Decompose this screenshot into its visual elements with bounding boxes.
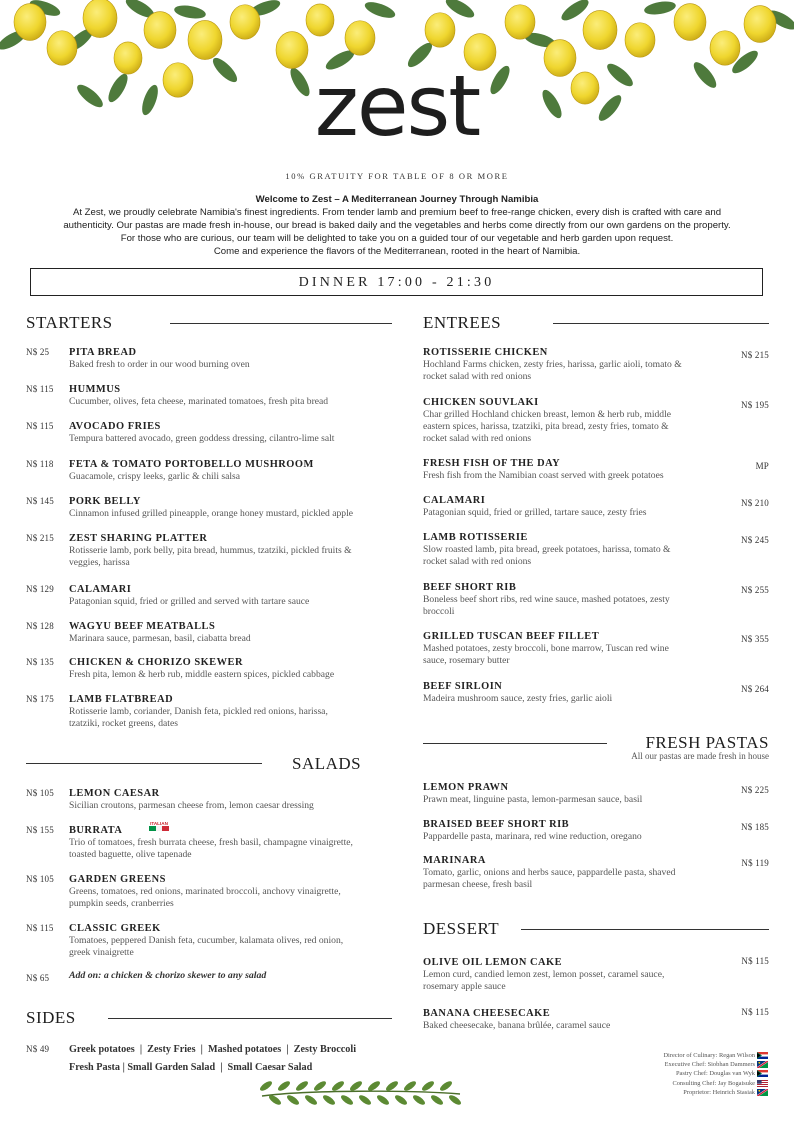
item-description: Madeira mushroom sauce, zesty fries, garlic aioli (423, 692, 613, 704)
divider (26, 763, 262, 764)
item-description: Cinnamon infused grilled pineapple, orange honey mustard, pickled apple (69, 507, 354, 519)
item-price: N$ 175 (26, 694, 54, 704)
leaf-icon (173, 3, 207, 20)
leaf-icon (349, 1080, 364, 1093)
leaf-icon (331, 1080, 346, 1093)
item-price: N$ 105 (26, 788, 54, 798)
item-price: N$ 210 (741, 498, 769, 508)
leaf-icon (448, 1094, 463, 1107)
item-price: N$ 225 (741, 785, 769, 795)
leaf-icon (403, 1080, 418, 1093)
item-price: N$ 145 (26, 496, 54, 506)
leaf-icon (385, 1080, 400, 1093)
item-description: Tempura battered avocado, green goddess dressing, cilantro-lime salt (69, 432, 335, 444)
south-africa-flag-icon (757, 1052, 768, 1059)
intro-line: At Zest, we proudly celebrate Namibia's finest ingredients. From tender lamb and premium beef to free-range chicken, every dish is crafted with care and (72, 207, 722, 218)
item-name: GARDEN GREENS (69, 874, 166, 885)
leaf-icon (295, 1080, 310, 1093)
item-name: WAGYU BEEF MEATBALLS (69, 621, 216, 632)
leaf-icon (421, 1080, 436, 1093)
item-name: ZEST SHARING PLATTER (69, 533, 208, 544)
item-name: CALAMARI (423, 495, 486, 506)
italian-flag-icon (148, 821, 170, 832)
item-price: N$ 119 (741, 858, 769, 868)
item-description: broccoli (423, 605, 455, 617)
leaf-icon (430, 1094, 445, 1107)
lemon-icon (625, 23, 655, 58)
item-name: CLASSIC GREEK (69, 923, 161, 934)
item-price: N$ 215 (741, 350, 769, 360)
intro-line: authenticity. Our pastas are made fresh in-house, our bread is baked daily and the vegetables and herbs come directly from our own gardens on the property. (63, 220, 731, 231)
item-name: BEEF SHORT RIB (423, 582, 517, 593)
item-name: LEMON CAESAR (69, 788, 160, 799)
lemon-icon (345, 21, 375, 56)
leaf-icon (259, 1080, 274, 1093)
lemon-icon (83, 0, 117, 38)
leaf-icon (412, 1094, 427, 1107)
item-price: MP (755, 461, 769, 471)
item-price: N$ 155 (26, 825, 54, 835)
item-price: N$ 115 (26, 384, 54, 394)
item-name: CALAMARI (69, 584, 132, 595)
item-name: AVOCADO FRIES (69, 421, 161, 432)
pastas-note: All our pastas are made fresh in house (631, 751, 769, 761)
lemon-icon (306, 4, 334, 36)
dessert-heading: DESSERT (423, 919, 500, 938)
intro-line: Come and experience the flavors of the Mediterranean, rooted in the heart of Namibia. (213, 246, 581, 257)
leaf-icon (363, 0, 397, 21)
item-description: Pappardelle pasta, marinara, red wine reduction, oregano (423, 830, 642, 842)
item-price: N$ 245 (741, 535, 769, 545)
divider (108, 1018, 392, 1019)
item-name: PITA BREAD (69, 347, 137, 358)
leaf-icon (277, 1080, 292, 1093)
sides-line: Greek potatoes | Zesty Fries | Mashed potatoes | Zesty Broccoli (69, 1044, 357, 1055)
item-description: Mashed potatoes, zesty broccoli, bone marrow, Tuscan red wine (423, 642, 669, 654)
lemon-icon (425, 13, 455, 48)
item-price: N$ 115 (741, 1007, 769, 1017)
item-description: Fresh pita, lemon & herb rub, middle eastern spices, pickled cabbage (69, 668, 335, 680)
divider (423, 743, 607, 744)
item-name: FETA & TOMATO PORTOBELLO MUSHROOM (69, 459, 314, 470)
item-price: N$ 118 (26, 459, 54, 469)
item-description: Baked fresh to order in our wood burning oven (69, 358, 250, 370)
credit-line: Consulting Chef: Jay Bogaisuke (672, 1079, 755, 1087)
item-price: N$ 264 (741, 684, 769, 694)
sides-heading: SIDES (26, 1008, 76, 1027)
item-description: Char grilled Hochland chicken breast, lemon & herb rub, middle (423, 408, 672, 420)
salads-heading: SALADS (292, 754, 362, 773)
item-description: Hochland Farms chicken, zesty fries, harissa, garlic aioli, tomato & (423, 358, 682, 370)
credit-line: Proprietor: Heinrich Stasiak (683, 1088, 755, 1096)
item-price: N$ 105 (26, 874, 54, 884)
item-description: parmesan cheese, fresh basil (423, 878, 533, 890)
item-price: N$ 255 (741, 585, 769, 595)
sides-line: Fresh Pasta | Small Garden Salad | Small Caesar Salad (69, 1062, 313, 1073)
dinner-hours-banner: DINNER 17:00 - 21:30 (30, 268, 763, 296)
item-price: N$ 185 (741, 822, 769, 832)
item-name: LEMON PRAWN (423, 782, 509, 793)
item-description: Slow roasted lamb, pita bread, greek potatoes, harissa, tomato & (423, 543, 671, 555)
item-name: OLIVE OIL LEMON CAKE (423, 957, 563, 968)
addon-note: Add on: a chicken & chorizo skewer to any salad (69, 970, 267, 981)
divider (553, 323, 769, 324)
brand-logo: zest (314, 57, 480, 155)
leaf-icon (394, 1094, 409, 1107)
item-name: FRESH FISH OF THE DAY (423, 458, 561, 469)
item-name: BEEF SIRLOIN (423, 681, 503, 692)
item-price: N$ 128 (26, 621, 54, 631)
leaf-icon (322, 1094, 337, 1107)
sides-price: N$ 49 (26, 1044, 50, 1054)
item-name: PORK BELLY (69, 496, 141, 507)
item-price: N$ 25 (26, 347, 50, 357)
flag-column (757, 1052, 769, 1098)
welcome-title: Welcome to Zest – A Mediterranean Journey Through Namibia (255, 194, 539, 205)
credit-line: Pastry Chef: Douglas van Wyk (675, 1070, 755, 1078)
item-description: Fresh fish from the Namibian coast served with greek potatoes (423, 469, 664, 481)
leaf-icon (358, 1094, 373, 1107)
addon-price: N$ 65 (26, 973, 50, 983)
item-name: LAMB ROTISSERIE (423, 532, 528, 543)
namibia-flag-icon (757, 1089, 768, 1096)
item-description: Trio of tomatoes, fresh burrata cheese, fresh basil, champagne vinaigrette, (69, 836, 353, 848)
intro-line: For those who are curious, our team will be delighted to take you on a guided tour of our vegetable and herb garden upon request. (120, 233, 674, 244)
item-name: GRILLED TUSCAN BEEF FILLET (423, 631, 600, 642)
leaf-garland-icon (258, 1070, 464, 1116)
item-description: rosemary apple sauce (423, 980, 506, 992)
item-name: BURRATA (69, 825, 123, 836)
starters-heading: STARTERS (26, 313, 113, 332)
lemon-icon (583, 10, 617, 49)
lemon-icon (14, 4, 46, 41)
south-africa-flag-icon (757, 1070, 768, 1077)
item-description: sauce, rosemary butter (423, 654, 510, 666)
item-description: Guacamole, crispy leeks, garlic & chili salsa (69, 470, 241, 482)
item-name: MARINARA (423, 855, 486, 866)
item-description: Patagonian squid, fried or grilled, tartare sauce, zesty fries (423, 506, 647, 518)
item-description: Sicilian croutons, parmesan cheese from, lemon caesar dressing (69, 799, 314, 811)
italian-badge-label: ITALIAN (150, 821, 168, 826)
lemon-icon (674, 4, 706, 41)
item-description: eastern spices, harissa, tzatziki, pita bread, zesty fries, tomato & (423, 420, 669, 432)
item-price: N$ 135 (26, 657, 54, 667)
credit-line: Executive Chef: Siobhan Dammers (664, 1061, 755, 1069)
leaf-icon (643, 0, 677, 17)
italian-flag-stripes (149, 826, 169, 831)
item-price: N$ 215 (26, 533, 54, 543)
leaf-icon (376, 1094, 391, 1107)
item-description: Baked cheesecake, banana brûlée, caramel sauce (423, 1019, 611, 1031)
leaf-icon (304, 1094, 319, 1107)
item-name: CHICKEN & CHORIZO SKEWER (69, 657, 243, 668)
item-description: Tomato, garlic, onions and herbs sauce, pappardelle pasta, shaved (423, 866, 676, 878)
item-description: Cucumber, olives, feta cheese, marinated tomatoes, fresh pita bread (69, 395, 329, 407)
item-price: N$ 129 (26, 584, 54, 594)
item-name: BRAISED BEEF SHORT RIB (423, 819, 570, 830)
lemon-icon (505, 5, 535, 40)
item-description: rocket salad with red onions (423, 433, 532, 445)
item-description: rocket salad with red onions (423, 370, 532, 382)
item-price: N$ 115 (26, 923, 54, 933)
item-price: N$ 355 (741, 634, 769, 644)
welcome-intro (30, 193, 764, 258)
item-price: N$ 195 (741, 400, 769, 410)
item-name: BANANA CHEESECAKE (423, 1008, 551, 1019)
leaf-icon (286, 1094, 301, 1107)
staff-credits (600, 1051, 755, 1097)
lemon-icon (744, 6, 776, 43)
item-description: Lemon curd, candied lemon zest, lemon posset, caramel sauce, (423, 968, 665, 980)
item-description: Marinara sauce, parmesan, basil, ciabatta bread (69, 632, 251, 644)
item-description: toasted baguette, olive tapenade (69, 848, 192, 860)
item-name: HUMMUS (69, 384, 121, 395)
item-description: Patagonian squid, fried or grilled and served with tartare sauce (69, 595, 310, 607)
item-description: Prawn meat, linguine pasta, lemon-parmesan sauce, basil (423, 793, 643, 805)
pastas-heading: FRESH PASTAS (645, 733, 769, 752)
gratuity-note: 10% GRATUITY FOR TABLE OF 8 OR MORE (285, 171, 509, 181)
item-name: LAMB FLATBREAD (69, 694, 174, 705)
item-description: Boneless beef short ribs, red wine sauce, mashed potatoes, zesty (423, 593, 670, 605)
item-description: Greens, tomatoes, red onions, marinated broccoli, anchovy vinaigrette, (69, 885, 341, 897)
divider (521, 929, 769, 930)
leaf-icon (340, 1094, 355, 1107)
divider (170, 323, 392, 324)
item-description: pumpkin seeds, cranberries (69, 897, 174, 909)
item-description: tzatziki, rocket greens, dates (69, 717, 178, 729)
leaf-icon (313, 1080, 328, 1093)
entrees-heading: ENTREES (423, 313, 502, 332)
item-price: N$ 115 (26, 421, 54, 431)
credit-line: Director of Culinary: Regan Wilson (663, 1052, 755, 1059)
item-name: CHICKEN SOUVLAKI (423, 397, 539, 408)
item-description: Rotisserie lamb, pork belly, pita bread, hummus, tzatziki, pickled fruits & (69, 544, 352, 556)
item-description: rocket salad with red onions (423, 555, 532, 567)
lemon-icon (230, 5, 260, 40)
item-description: veggies, harissa (69, 556, 130, 568)
item-name: ROTISSERIE CHICKEN (423, 347, 548, 358)
leaf-icon (439, 1080, 454, 1093)
lemon-icon (188, 20, 222, 59)
lemon-icon (144, 12, 176, 49)
usa-flag-icon (757, 1080, 768, 1087)
namibia-flag-icon (757, 1061, 768, 1068)
item-description: greek vinaigrette (69, 946, 134, 958)
item-price: N$ 115 (741, 956, 769, 966)
item-description: Tomatoes, peppered Danish feta, cucumber, kalamata olives, red onion, (69, 934, 344, 946)
item-description: Rotisserie lamb, coriander, Danish feta, pickled red onions, harissa, (69, 705, 328, 717)
